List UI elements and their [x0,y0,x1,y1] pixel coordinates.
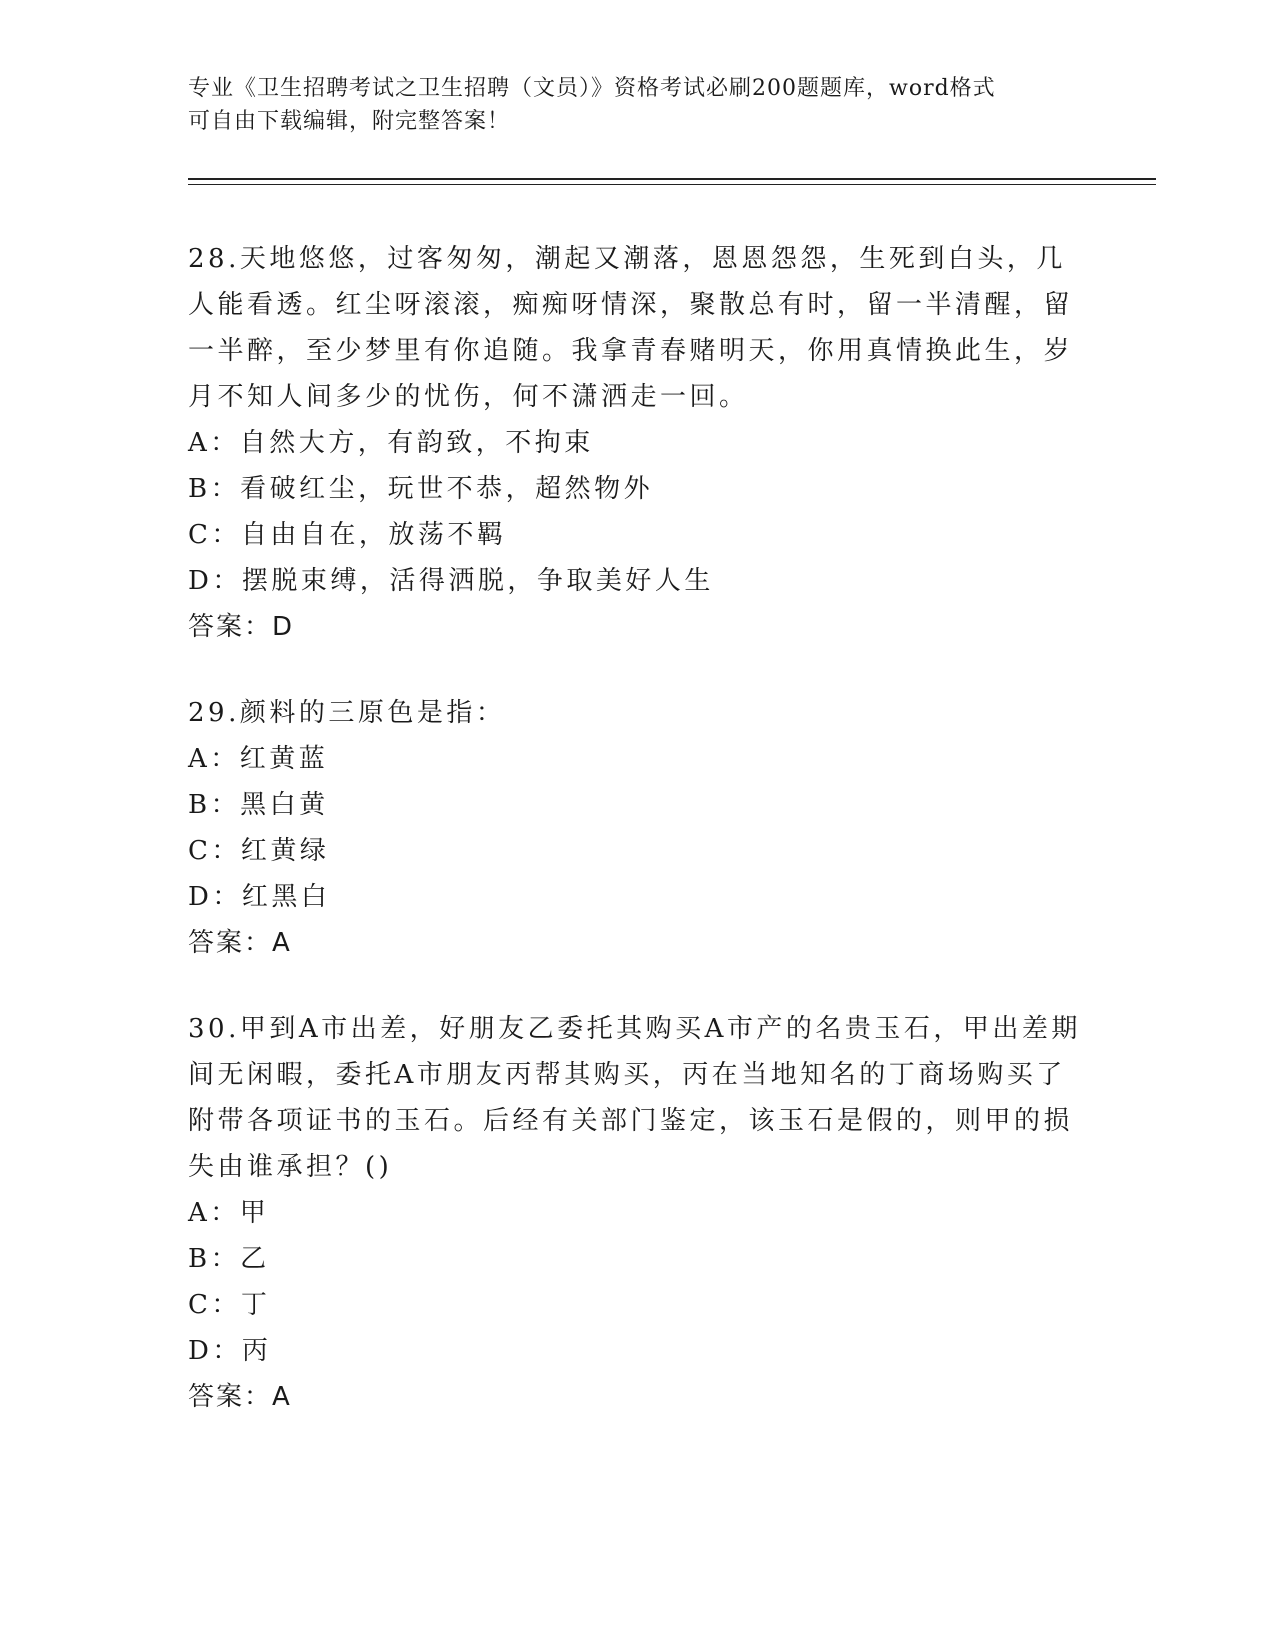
question-30 [188,1006,1088,1420]
question-list [188,236,1088,1460]
question-29 [188,690,1088,966]
question-stem: 28.天地悠悠，过客匆匆，潮起又潮落，恩恩怨怨，生死到白头，几人能看透。红尘呀滚滚，痴痴呀情深，聚散总有时，留一半清醒，留一半醉，至少梦里有你追随。我拿青春赌明天，你用真情换此生，岁月不知人间多少的忧伤，何不潇洒走一回。 [188,244,1074,412]
option-b: B：乙 [188,1244,270,1274]
option-d: D：红黑白 [188,882,331,912]
answer: 答案：A [188,1382,292,1412]
option-a: A：自然大方，有韵致，不拘束 [188,428,594,458]
header-line-2: 可自由下载编辑，附完整答案！ [188,109,511,134]
option-b: B：黑白黄 [188,790,329,820]
option-c: C：自由自在，放荡不羁 [188,520,507,550]
answer: 答案：A [188,928,292,958]
question-stem: 29.颜料的三原色是指： [188,698,506,728]
question-28 [188,236,1088,650]
option-a: A：甲 [188,1198,270,1228]
document-header [188,72,1088,138]
question-stem: 30.甲到A市出差，好朋友乙委托其购买A市产的名贵玉石，甲出差期间无闲暇，委托A市朋友丙帮其购买，丙在当地知名的丁商场购买了附带各项证书的玉石。后经有关部门鉴定，该玉石是假的，则甲的损失由谁承担？() [188,1014,1081,1182]
option-b: B：看破红尘，玩世不恭，超然物外 [188,474,654,504]
option-c: C：红黄绿 [188,836,330,866]
header-divider-thin [188,184,1156,185]
option-a: A：红黄蓝 [188,744,329,774]
header-divider-thick [188,178,1156,180]
header-line-1: 专业《卫生招聘考试之卫生招聘（文员）》资格考试必刷200题题库，word格式 [188,76,996,101]
option-d: D：丙 [188,1336,272,1366]
option-c: C：丁 [188,1290,271,1320]
answer: 答案：D [188,612,295,642]
option-d: D：摆脱束缚，活得洒脱，争取美好人生 [188,566,714,596]
